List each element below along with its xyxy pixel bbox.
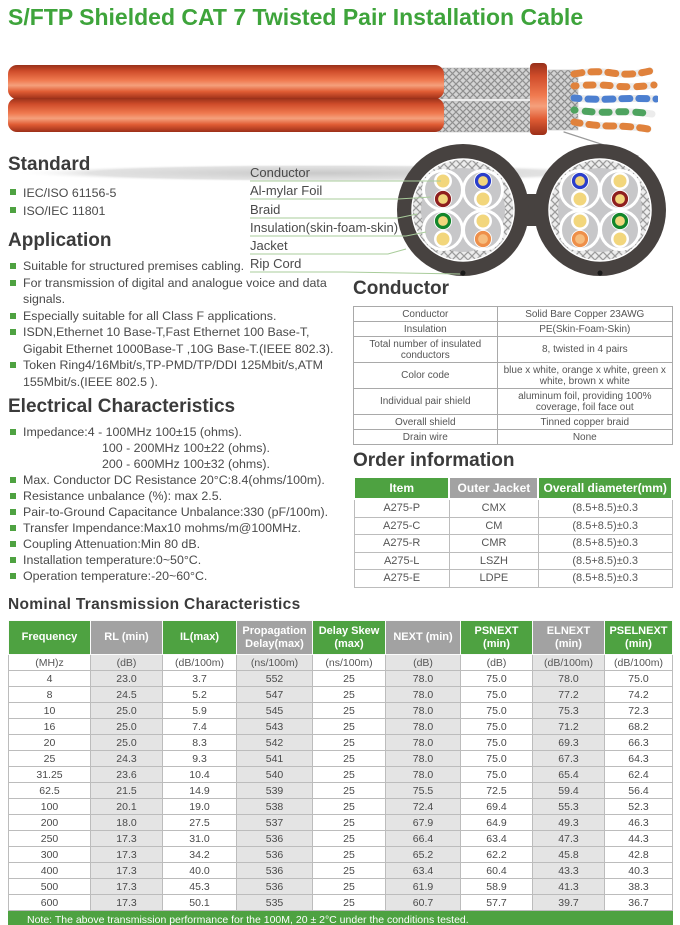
table-row [9,831,673,847]
list-item-text: Resistance unbalance (%): max 2.5. [23,489,223,503]
transmission-table [8,620,673,925]
list-item-text: For transmission of digital and analogue voice and data signals. [23,275,327,306]
table-row [9,751,673,767]
cell: 25 [313,847,386,863]
cell: 78.0 [386,671,461,687]
table-row [354,535,672,553]
order-information-table [353,476,673,588]
unit-cell: (dB/100m) [533,655,605,671]
list-item-text: ISDN,Ethernet 10 Base-T,Fast Ethernet 100 Base-T, Gigabit Ethernet 1000Base-T ,10G Base-T.(IEEE 802.3). [23,325,334,356]
list-item [10,424,346,440]
table-row [9,879,673,895]
cell: 545 [237,703,313,719]
unit-cell: (dB) [461,655,533,671]
cell: A275-R [354,535,449,553]
cell: 535 [237,895,313,911]
table-row [354,430,673,445]
bullet-square-icon [10,329,16,335]
cell: 40.0 [163,863,237,879]
list-item [10,536,346,552]
cell: 25 [313,687,386,703]
bullet-square-icon [10,313,16,319]
cell: 300 [9,847,91,863]
cell: 38.3 [605,879,673,895]
list-item-text: Transfer Impendance:Max10 mohms/m@100MHz. [23,521,301,535]
row-value: blue x white, orange x white, green x white, brown x white [497,363,672,389]
cell: 14.9 [163,783,237,799]
transmission-heading: Nominal Transmission Characteristics [8,596,301,613]
cell: 78.0 [533,671,605,687]
cell: 543 [237,719,313,735]
cell: 78.0 [386,735,461,751]
bullet-square-icon [10,189,16,195]
cell: 75.0 [461,671,533,687]
row-label: Drain wire [354,430,498,445]
bullet-square-icon [10,541,16,547]
cell: 78.0 [386,703,461,719]
table-row [354,499,672,517]
list-item-text: ISO/IEC 11801 [23,204,106,218]
table-row [9,863,673,879]
list-item-text: Suitable for structured premises cabling. [23,259,245,273]
column-header: Outer Jacket [449,477,538,499]
cell: 75.3 [533,703,605,719]
list-item-text: Token Ring4/16Mbit/s,TP-PMD/TP/DDI 125Mbit/s,ATM 155Mbit/s.(IEEE 802.5 ). [23,358,323,389]
cell: 78.0 [386,687,461,703]
list-item-continuation: 200 - 600MHz 100±32 (ohms). [102,457,270,471]
cell: 67.3 [533,751,605,767]
cell: 541 [237,751,313,767]
cell: 540 [237,767,313,783]
cell: 67.9 [386,815,461,831]
table-row [354,363,673,389]
bullet-square-icon [10,362,16,368]
cell: 10 [9,703,91,719]
cell: 20.1 [91,799,163,815]
list-item-text: IEC/ISO 61156-5 [23,186,117,200]
cell: 19.0 [163,799,237,815]
cell: 31.25 [9,767,91,783]
cell: 25 [313,895,386,911]
table-row [354,570,672,588]
row-label: Insulation [354,322,498,337]
cell: 25 [313,703,386,719]
cell: 75.0 [461,687,533,703]
cell: 69.4 [461,799,533,815]
cell: 52.3 [605,799,673,815]
cell: (8.5+8.5)±0.3 [538,535,672,553]
list-item [10,552,346,568]
cell: 536 [237,847,313,863]
table-row [354,337,673,363]
cell: (8.5+8.5)±0.3 [538,570,672,588]
cell: 25.0 [91,735,163,751]
cell: 40.3 [605,863,673,879]
table-row [9,799,673,815]
cell: 4 [9,671,91,687]
table-row [9,815,673,831]
cell: 68.2 [605,719,673,735]
cell: 47.3 [533,831,605,847]
bullet-square-icon [10,280,16,286]
table-row [354,307,673,322]
row-value: None [497,430,672,445]
cell: 18.0 [91,815,163,831]
unit-cell: (dB) [91,655,163,671]
cell: 537 [237,815,313,831]
cell: 64.3 [605,751,673,767]
list-item [10,324,346,357]
table-row [354,322,673,337]
unit-cell: (ns/100m) [313,655,386,671]
cell: 25 [9,751,91,767]
diagram-label-jacket: Jacket [250,238,288,253]
table-row [9,783,673,799]
unit-cell: (dB/100m) [605,655,673,671]
cell: 25 [313,719,386,735]
column-header: IL(max) [163,621,237,655]
cell: 42.8 [605,847,673,863]
bullet-square-icon [10,509,16,515]
cell: 5.2 [163,687,237,703]
list-item [10,308,346,325]
cell: A275-C [354,517,449,535]
table-row [354,517,672,535]
cell: 60.4 [461,863,533,879]
cell: 46.3 [605,815,673,831]
cell: 39.7 [533,895,605,911]
bullet-square-icon [10,573,16,579]
cell: 78.0 [386,719,461,735]
table-row [9,735,673,751]
row-value: aluminum foil, providing 100% coverage, foil face out [497,389,672,415]
diagram-label-al-mylar-foil: Al-mylar Foil [250,183,323,198]
list-item [10,520,346,536]
column-header: Overall diameter(mm) [538,477,672,499]
table-row [354,415,673,430]
cell: 538 [237,799,313,815]
list-item [10,488,346,504]
cell: 25 [313,879,386,895]
list-item [10,202,346,220]
cell: 17.3 [91,831,163,847]
cell: 50.1 [163,895,237,911]
bullet-square-icon [10,207,16,213]
cell: 72.5 [461,783,533,799]
cell: 536 [237,863,313,879]
unit-cell: (dB) [386,655,461,671]
bullet-square-icon [10,525,16,531]
row-value: PE(Skin-Foam-Skin) [497,322,672,337]
cell: 250 [9,831,91,847]
cell: CMR [449,535,538,553]
page-title: S/FTP Shielded CAT 7 Twisted Pair Installation Cable [8,4,584,30]
cell: 58.9 [461,879,533,895]
column-header: Frequency [9,621,91,655]
table-row [9,895,673,911]
bullet-square-icon [10,263,16,269]
cell: 10.4 [163,767,237,783]
cell: 400 [9,863,91,879]
cell: LDPE [449,570,538,588]
column-header: Propagation Delay(max) [237,621,313,655]
cell: 62.5 [9,783,91,799]
cell: (8.5+8.5)±0.3 [538,552,672,570]
cell: 25 [313,863,386,879]
table-row [9,671,673,687]
conductor-table [353,306,673,445]
electrical-heading: Electrical Characteristics [8,396,236,417]
cell: 16 [9,719,91,735]
cell: 17.3 [91,879,163,895]
cell: 36.7 [605,895,673,911]
unit-cell: (dB/100m) [163,655,237,671]
cell: 547 [237,687,313,703]
list-item-text: Operation temperature:-20~60°C. [23,569,208,583]
cell: (8.5+8.5)±0.3 [538,517,672,535]
cell: 500 [9,879,91,895]
cell: 552 [237,671,313,687]
application-list [10,258,346,390]
order-information-heading: Order information [353,450,515,471]
table-row [9,719,673,735]
list-item-text: Impedance:4 - 100MHz 100±15 (ohms). [23,425,242,439]
column-header: PSELNEXT (min) [605,621,673,655]
unit-cell: (ns/100m) [237,655,313,671]
column-header: NEXT (min) [386,621,461,655]
column-header: RL (min) [91,621,163,655]
cell: 17.3 [91,895,163,911]
cell: 69.3 [533,735,605,751]
diagram-label-rip-cord: Rip Cord [250,256,302,271]
table-note: Note: The above transmission performance for the 100M, 20 ± 2°C under the conditions tested. [9,911,673,925]
cell: 60.7 [386,895,461,911]
cell: 57.7 [461,895,533,911]
cell: 65.4 [533,767,605,783]
cell: 44.3 [605,831,673,847]
cell: 78.0 [386,751,461,767]
cell: 31.0 [163,831,237,847]
cell: 25 [313,671,386,687]
cell: 25.0 [91,703,163,719]
cell: 72.3 [605,703,673,719]
cell: 66.4 [386,831,461,847]
cell: 45.3 [163,879,237,895]
row-label: Color code [354,363,498,389]
cell: 600 [9,895,91,911]
cell: 77.2 [533,687,605,703]
cell: 9.3 [163,751,237,767]
cell: 8.3 [163,735,237,751]
cell: 25 [313,735,386,751]
electrical-list [10,424,346,584]
cell: 55.3 [533,799,605,815]
cell: 200 [9,815,91,831]
cell: 43.3 [533,863,605,879]
cell: 75.0 [461,735,533,751]
list-item-text: Coupling Attenuation:Min 80 dB. [23,537,201,551]
cell: 27.5 [163,815,237,831]
cell: 23.6 [91,767,163,783]
cell: 64.9 [461,815,533,831]
cell: 17.3 [91,847,163,863]
table-row [354,389,673,415]
cell: 75.0 [461,767,533,783]
column-header: PSNEXT (min) [461,621,533,655]
cell: 49.3 [533,815,605,831]
cell: 71.2 [533,719,605,735]
cell: 63.4 [386,863,461,879]
cell: 7.4 [163,719,237,735]
diagram-label-conductor: Conductor [250,165,310,180]
bullet-square-icon [10,557,16,563]
row-value: Solid Bare Copper 23AWG [497,307,672,322]
cell: 75.0 [461,719,533,735]
cell: 75.0 [461,751,533,767]
diagram-label-braid: Braid [250,202,281,217]
row-label: Total number of insulated conductors [354,337,498,363]
unit-cell: (MH)z [9,655,91,671]
row-label: Conductor [354,307,498,322]
table-row [9,847,673,863]
row-label: Overall shield [354,415,498,430]
standard-heading: Standard [8,154,91,175]
row-value: 8, twisted in 4 pairs [497,337,672,363]
cell: 100 [9,799,91,815]
cell: CM [449,517,538,535]
cell: (8.5+8.5)±0.3 [538,499,672,517]
cell: 25 [313,799,386,815]
cell: 25 [313,831,386,847]
cell: 41.3 [533,879,605,895]
cell: 542 [237,735,313,751]
list-item [10,184,346,202]
cell: 78.0 [386,767,461,783]
list-item [10,357,346,390]
cell: 75.0 [605,671,673,687]
cell: 25 [313,751,386,767]
cell: 72.4 [386,799,461,815]
list-item [10,472,346,488]
cell: 34.2 [163,847,237,863]
cell: 25.0 [91,719,163,735]
column-header: Delay Skew (max) [313,621,386,655]
cell: 66.3 [605,735,673,751]
table-row [9,767,673,783]
table-row [354,552,672,570]
table-row [9,687,673,703]
cell: 536 [237,879,313,895]
list-item-text: Especially suitable for all Class F applications. [23,308,277,323]
table-row [9,703,673,719]
cell: 17.3 [91,863,163,879]
bullet-square-icon [10,429,16,435]
cell: 5.9 [163,703,237,719]
cell: 56.4 [605,783,673,799]
cell: 8 [9,687,91,703]
cell: 75.0 [461,703,533,719]
cell: A275-P [354,499,449,517]
standard-list [10,184,346,220]
cell: 75.5 [386,783,461,799]
list-item [10,504,346,520]
cell: A275-E [354,570,449,588]
cell: 25 [313,783,386,799]
row-label: Individual pair shield [354,389,498,415]
cell: 24.3 [91,751,163,767]
cell: A275-L [354,552,449,570]
cell: 23.0 [91,671,163,687]
cell: 24.5 [91,687,163,703]
column-header: ELNEXT (min) [533,621,605,655]
list-item-text: Max. Conductor DC Resistance 20°C:8.4(ohms/100m). [23,473,325,487]
cell: 59.4 [533,783,605,799]
cell: 63.4 [461,831,533,847]
conductor-heading: Conductor [353,278,450,299]
list-item-text: Installation temperature:0~50°C. [23,553,202,567]
cell: 539 [237,783,313,799]
cell: 45.8 [533,847,605,863]
cell: 20 [9,735,91,751]
row-value: Tinned copper braid [497,415,672,430]
diagram-label-insulation: Insulation(skin-foam-skin) [250,220,399,235]
cell: 21.5 [91,783,163,799]
column-header: Item [354,477,449,499]
cell: 536 [237,831,313,847]
cell: 25 [313,767,386,783]
cell: 61.9 [386,879,461,895]
cell: 25 [313,815,386,831]
list-item-continuation: 100 - 200MHz 100±22 (ohms). [102,441,270,455]
cell: CMX [449,499,538,517]
cell: 62.2 [461,847,533,863]
list-item [10,275,346,308]
application-heading: Application [8,230,112,251]
cell: 65.2 [386,847,461,863]
list-item-text: Pair-to-Ground Capacitance Unbalance:330 (pF/100m). [23,505,329,519]
bullet-square-icon [10,477,16,483]
bullet-square-icon [10,493,16,499]
list-item [10,568,346,584]
cell: LSZH [449,552,538,570]
list-item [10,258,346,275]
cell: 62.4 [605,767,673,783]
cell: 3.7 [163,671,237,687]
cell: 74.2 [605,687,673,703]
